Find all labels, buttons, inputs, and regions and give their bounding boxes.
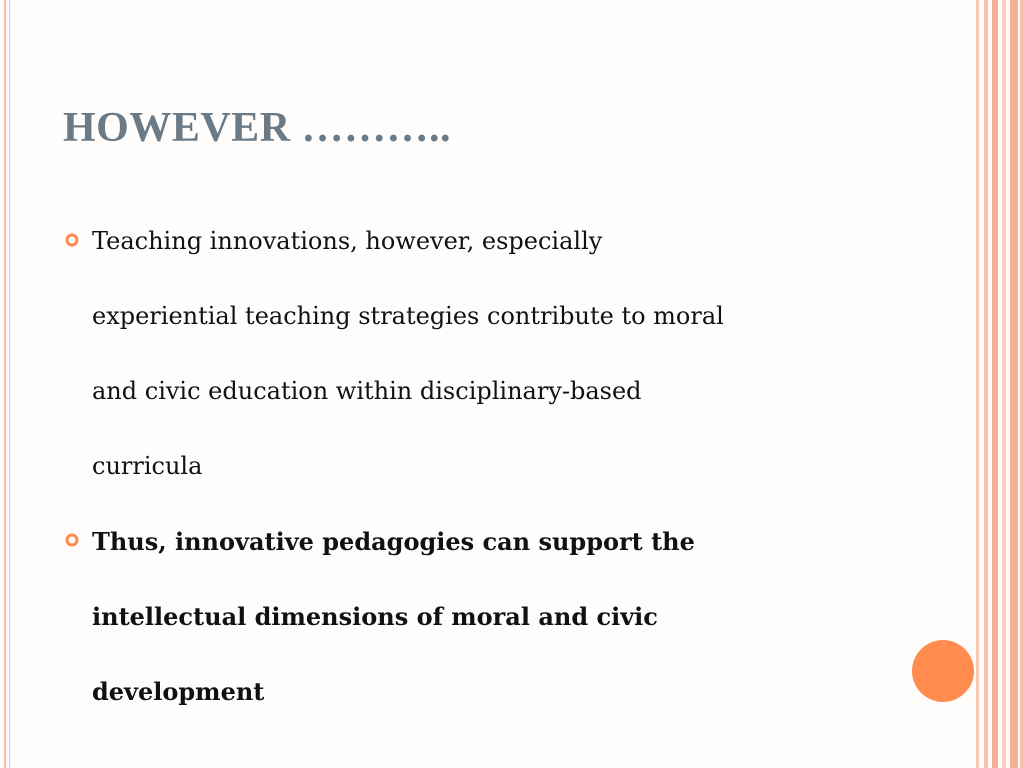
bullet-item <box>64 204 864 504</box>
right-decorative-stripes <box>974 0 1024 768</box>
left-border-line <box>4 0 6 768</box>
left-border-line-inner <box>9 0 10 768</box>
accent-circle <box>912 640 974 702</box>
stripe <box>1010 0 1018 768</box>
stripe <box>1020 0 1024 768</box>
stripe <box>976 0 979 768</box>
stripe <box>1002 0 1006 768</box>
orange-ring-bullet-icon <box>64 232 80 248</box>
bullet-text: Teaching innovations, however, especially experiential teaching strategies contribute to moral and civic education within disciplinary-based curricula <box>92 227 724 480</box>
bullet-text: Thus, innovative pedagogies can support the intellectual dimensions of moral and civic development <box>92 527 695 706</box>
bullet-item <box>64 504 864 729</box>
bullet-list <box>64 204 864 729</box>
slide-title: HOWEVER ……….. <box>63 105 452 151</box>
stripe <box>984 0 988 768</box>
orange-ring-bullet-icon <box>64 532 80 548</box>
stripe <box>992 0 998 768</box>
